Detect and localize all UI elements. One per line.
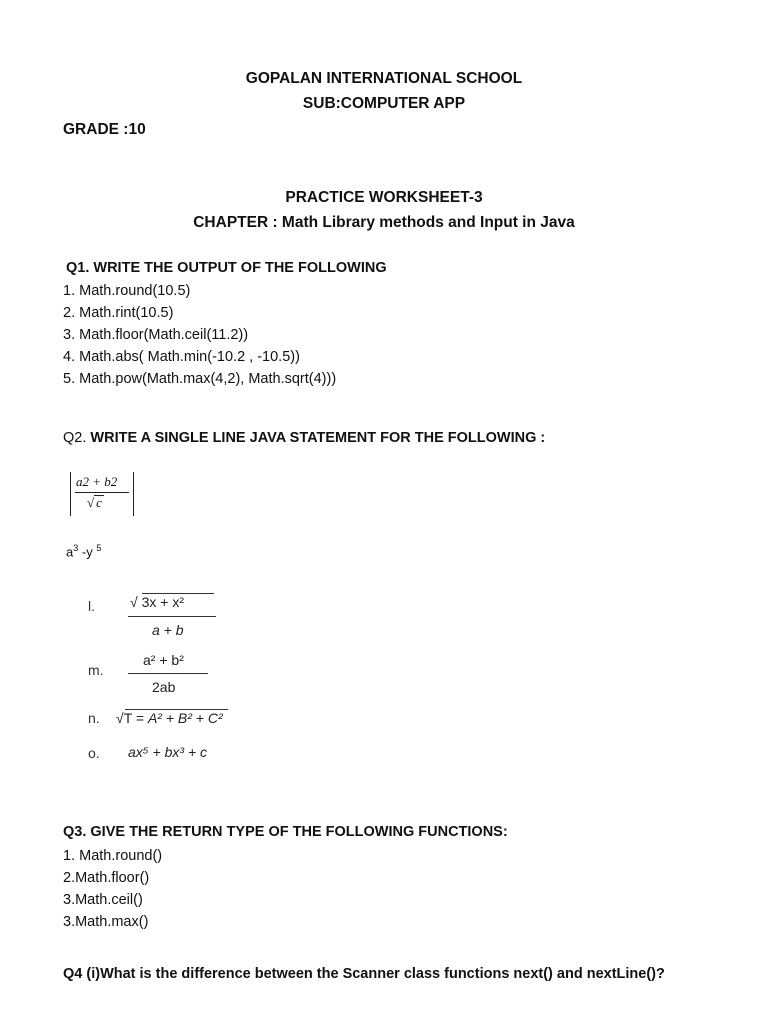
minus-tick xyxy=(121,492,129,493)
item-m-label: m. xyxy=(88,662,104,678)
q1-item: 3. Math.floor(Math.ceil(11.2)) xyxy=(63,327,249,343)
q2-prefix: Q2. xyxy=(63,430,87,446)
grade-label: GRADE :10 xyxy=(63,121,146,138)
item-m-numerator: a² + b² xyxy=(143,652,184,668)
q2-title: WRITE A SINGLE LINE JAVA STATEMENT FOR THE FOLLOWING : xyxy=(90,430,546,446)
q3-item: 3.Math.max() xyxy=(63,914,149,930)
q3-item: 2.Math.floor() xyxy=(63,870,150,886)
n-root-part: T = xyxy=(123,710,148,726)
fraction-bar xyxy=(128,616,216,617)
chapter-title: CHAPTER : Math Library methods and Input in Java xyxy=(193,214,575,231)
item-o-label: o. xyxy=(88,745,100,761)
power-expression xyxy=(66,543,101,559)
sqrt-overline xyxy=(125,709,228,710)
sqrt-radicand: c xyxy=(96,495,102,510)
l-radicand: 3x + x² xyxy=(141,594,184,610)
abs-numerator: a2 + b2 xyxy=(76,474,118,489)
item-n-label: n. xyxy=(88,710,100,726)
item-o-expression: ax⁵ + bx³ + c xyxy=(128,744,208,760)
q4-prefix: Q4 (i) xyxy=(63,966,101,982)
fraction-bar xyxy=(128,673,208,674)
fraction-bar xyxy=(75,492,121,493)
q4-text: What is the difference between the Scanner class functions next() and nextLine()? xyxy=(100,966,665,982)
power-minus: -y xyxy=(78,544,97,560)
item-l-label: l. xyxy=(88,598,95,614)
subject-title: SUB:COMPUTER APP xyxy=(302,95,466,112)
item-l-numerator: √ 3x + x² xyxy=(130,594,184,610)
n-rest: A² + B² + C² xyxy=(147,710,223,726)
q3-title: Q3. GIVE THE RETURN TYPE OF THE FOLLOWING FUNCTIONS: xyxy=(63,824,508,840)
q4-question xyxy=(63,966,665,982)
abs-denominator: √ c xyxy=(87,495,102,510)
q1-item: 2. Math.rint(10.5) xyxy=(63,305,174,321)
worksheet-title: PRACTICE WORKSHEET-3 xyxy=(285,189,483,206)
school-name: GOPALAN INTERNATIONAL SCHOOL xyxy=(245,70,523,87)
q3-list xyxy=(63,845,162,933)
item-m-denominator: 2ab xyxy=(152,679,176,695)
q1-list xyxy=(63,280,336,390)
item-n-expression: √T = A² + B² + C² xyxy=(116,710,223,726)
q1-item: 1. Math.round(10.5) xyxy=(63,283,191,299)
power-exponent: 3 xyxy=(73,543,79,553)
power-base: a xyxy=(66,544,74,560)
sqrt-overline xyxy=(142,593,214,594)
q1-title: Q1. WRITE THE OUTPUT OF THE FOLLOWING xyxy=(66,260,387,276)
power-exponent: 5 xyxy=(96,543,102,553)
abs-fraction-expression xyxy=(70,472,134,516)
item-l-denominator: a + b xyxy=(152,622,184,638)
q3-item: 1. Math.round() xyxy=(63,848,163,864)
q3-item: 3.Math.ceil() xyxy=(63,892,143,908)
q1-item: 4. Math.abs( Math.min(-10.2 , -10.5)) xyxy=(63,349,300,365)
q1-item: 5. Math.pow(Math.max(4,2), Math.sqrt(4))) xyxy=(63,371,337,387)
q2-heading xyxy=(63,430,545,446)
